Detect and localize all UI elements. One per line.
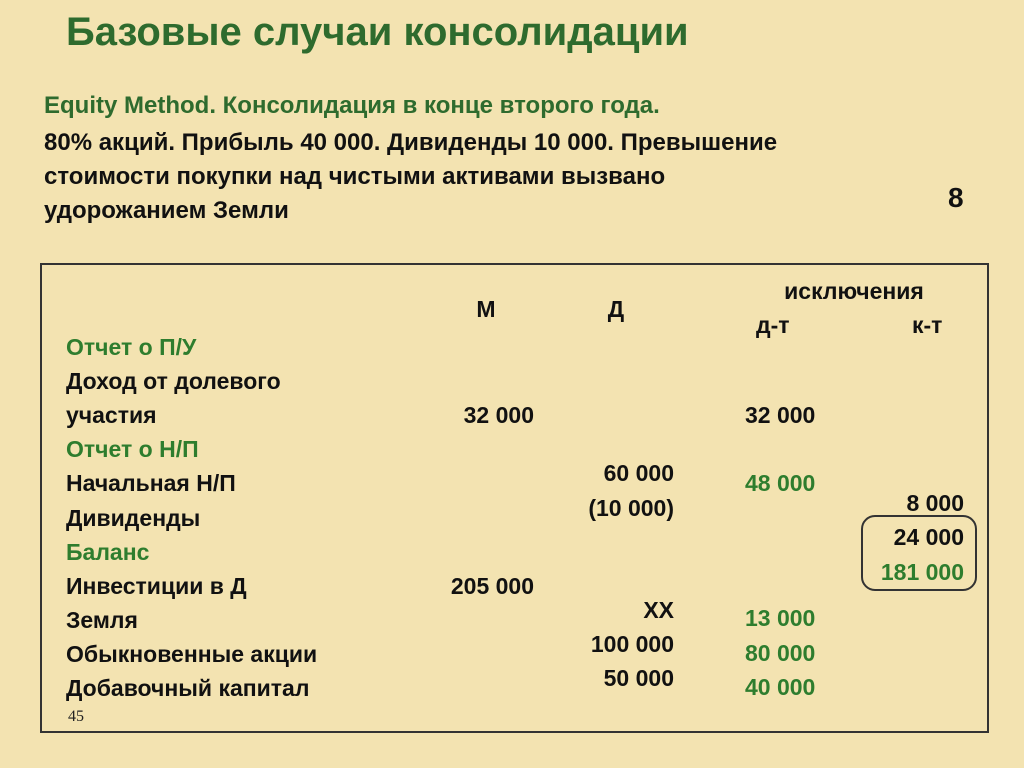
row-common-stock: Обыкновенные акции — [66, 641, 318, 667]
slide-subtitle: Equity Method. Консолидация в конце второго года. — [44, 92, 660, 119]
row-equity-income-line1: Доход от долевого — [66, 368, 281, 394]
d-common-stock: 100 000 — [590, 631, 674, 657]
header-exclusions: исключения — [784, 278, 924, 304]
case-number: 8 — [948, 182, 964, 213]
description-line-1: 80% акций. Прибыль 40 000. Дивиденды 10 000. Превышение — [44, 129, 778, 156]
header-debit: д-т — [756, 312, 790, 338]
debit-common-stock: 80 000 — [745, 640, 816, 666]
m-equity-income: 32 000 — [463, 402, 534, 428]
credit-investment-2: 181 000 — [880, 559, 964, 585]
credit-dividends: 8 000 — [906, 490, 964, 516]
debit-equity-income: 32 000 — [745, 402, 816, 428]
m-investment: 205 000 — [450, 573, 534, 599]
slide-title: Базовые случаи консолидации — [66, 10, 689, 54]
problem-description — [44, 126, 944, 228]
section-balance: Баланс — [66, 539, 150, 565]
header-d: Д — [607, 296, 625, 322]
row-dividends: Дивиденды — [66, 505, 201, 531]
debit-apic: 40 000 — [745, 674, 816, 700]
header-credit: к-т — [912, 312, 943, 338]
credit-investment-1: 24 000 — [893, 524, 964, 550]
debit-opening-re: 48 000 — [745, 470, 816, 496]
debit-land: 13 000 — [745, 605, 816, 631]
d-apic: 50 000 — [603, 665, 674, 691]
d-dividends: (10 000) — [588, 495, 674, 521]
row-investment: Инвестиции в Д — [66, 573, 247, 599]
row-equity-income-line2: участия — [66, 402, 157, 428]
d-opening-re: 60 000 — [603, 460, 674, 486]
section-re: Отчет о Н/П — [66, 436, 199, 462]
page-number: 45 — [68, 708, 84, 725]
section-pl: Отчет о П/У — [66, 334, 197, 360]
row-opening-re: Начальная Н/П — [66, 470, 236, 496]
row-apic: Добавочный капитал — [66, 675, 310, 701]
d-land: XX — [643, 597, 674, 623]
header-m: М — [476, 296, 496, 322]
description-line-2: стоимости покупки над чистыми активами вызвано — [44, 163, 666, 190]
description-line-3: удорожанием Земли — [44, 197, 289, 224]
row-land: Земля — [66, 607, 138, 633]
